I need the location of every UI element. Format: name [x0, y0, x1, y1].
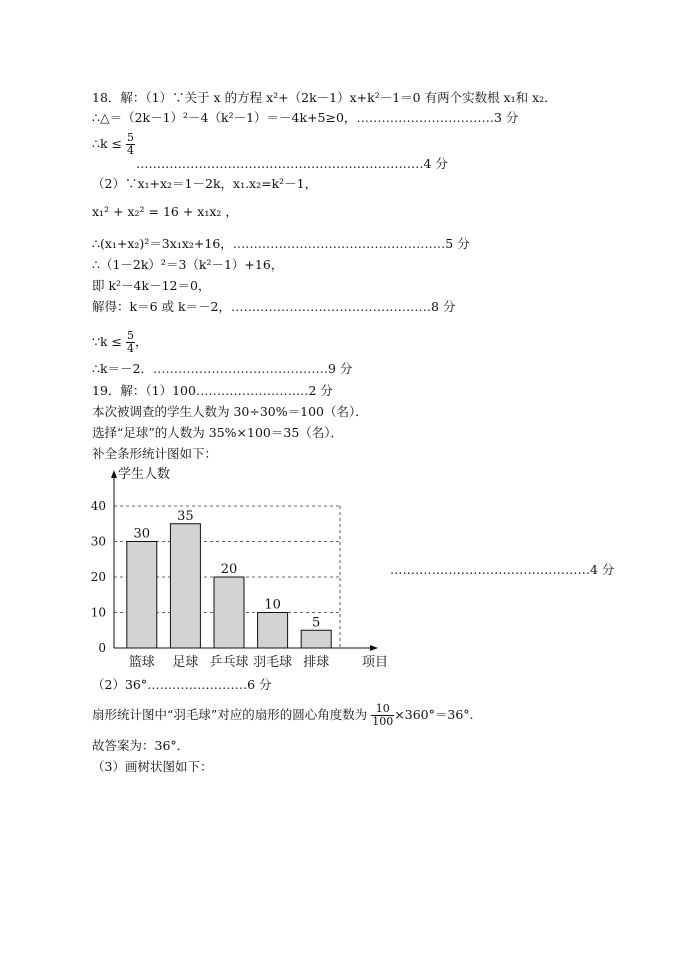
- x-category-label: 羽毛球: [253, 655, 293, 670]
- q19-line3: 选择“足球”的人数为 35%×100＝35（名）．: [92, 425, 344, 440]
- q19-line2: 本次被调查的学生人数为 30÷30%＝100（名）．: [92, 404, 368, 419]
- q18-line5: x₁² + x₂² = 16 + x₁x₂ ，: [92, 204, 238, 219]
- q19-chart-dots: …………………………………………: [390, 562, 590, 577]
- q18-line10-prefix: ∵k ≤: [92, 334, 122, 349]
- y-axis-arrow: [111, 470, 117, 478]
- fraction-denominator: 4: [126, 342, 134, 355]
- q18-line3-dots: ……………………………………………………………: [136, 156, 424, 171]
- bar: [127, 542, 157, 649]
- y-axis-label: 学生人数: [118, 467, 171, 482]
- q18-line2-score: 3 分: [493, 110, 519, 125]
- fraction-numerator: 10: [371, 703, 394, 716]
- q18-line2-text: ∴△＝（2k－1）²－4（k²－1）＝－4k+5≥0，: [92, 110, 357, 125]
- fraction-numerator: 5: [126, 329, 134, 342]
- q18-line3-fraction: [126, 132, 135, 157]
- bar-value-label: 20: [220, 562, 238, 577]
- q18-line6-dots: ……………………………………………: [232, 236, 446, 251]
- q19-line5-dots: ……………………: [147, 677, 248, 692]
- q18-line9-text: 解得：k＝6 或 k＝－2，: [92, 299, 232, 314]
- q18-line3-prefix: ∴k ≤: [92, 136, 122, 151]
- q18-line10: [92, 330, 147, 355]
- q18-line2-dots: ……………………………: [356, 110, 494, 125]
- q19-line5-score: 6 分: [247, 677, 272, 692]
- y-tick-label: 20: [90, 570, 106, 584]
- x-axis-label: 项目: [362, 655, 388, 670]
- y-tick-label: 10: [90, 605, 106, 620]
- bar-value-label: 5: [312, 615, 321, 631]
- q18-line10-fraction: [126, 330, 135, 355]
- x-category-label: 乒乓球: [209, 655, 249, 670]
- bar: [301, 630, 331, 648]
- q19-line6-fraction: [371, 703, 394, 728]
- q19-line1-text: 19．解：（1）100: [92, 383, 196, 398]
- q19-line5: [92, 677, 272, 693]
- fraction-denominator: 100: [372, 715, 394, 728]
- q19-chart-score: 4 分: [590, 562, 615, 577]
- q18-line8: 即 k²－4k－12＝0，: [92, 278, 211, 293]
- q19-line7: 故答案为：36°．: [92, 738, 190, 753]
- q18-line6-score: 5 分: [445, 236, 470, 251]
- q18-line9-dots: …………………………………………: [231, 299, 432, 314]
- q18-line2: [92, 110, 518, 126]
- bar-value-label: 35: [177, 508, 194, 524]
- bar: [214, 577, 244, 648]
- q18-line1: 18．解：（1）∵关于 x 的方程 x²+（2k－1）x+k²－1＝0 有两个实数根 x₁和 x₂．: [92, 90, 557, 105]
- fraction-numerator: 5: [126, 131, 134, 144]
- q19-line1-score: 2 分: [308, 383, 333, 398]
- q18-line6-text: ∴(x₁+x₂)²＝3x₁x₂+16，: [92, 236, 233, 251]
- q18-line10-suffix: ，: [134, 334, 148, 349]
- bar-value-label: 30: [133, 526, 151, 542]
- y-tick-label: 40: [90, 499, 106, 513]
- bar-value-label: 10: [264, 597, 281, 613]
- q19-chart-score-line: [390, 562, 614, 578]
- q18-line9-score: 8 分: [431, 299, 456, 314]
- x-category-label: 排球: [303, 655, 330, 670]
- q18-line3-score-line: [136, 156, 448, 172]
- q19-line8: （3）画树状图如下：: [92, 759, 213, 774]
- q19-line4: 补全条形统计图如下：: [92, 446, 218, 461]
- q18-line3-score: 4 分: [423, 156, 448, 171]
- q18-line4: （2）∵x₁+x₂＝1－2k，x₁.x₂=k²－1，: [92, 176, 318, 191]
- q18-line9: [92, 299, 455, 315]
- q18-line11: [92, 361, 352, 377]
- x-category-label: 篮球: [128, 655, 155, 670]
- bar: [170, 524, 200, 648]
- fraction-denominator: 4: [126, 144, 134, 157]
- y-tick-label: 30: [90, 534, 106, 549]
- q19-line1-dots: ………………………: [195, 383, 309, 398]
- x-category-label: 足球: [172, 655, 199, 670]
- y-tick-label: 0: [98, 641, 106, 655]
- q18-line11-text: ∴k＝－2．: [92, 361, 153, 376]
- x-axis-arrow: [370, 645, 378, 651]
- q19-line6-suffix: ×360°＝36°.: [394, 707, 474, 722]
- q19-line6-prefix: 扇形统计图中“羽毛球”对应的扇形的圆心角度数为: [92, 707, 368, 722]
- q18-line11-dots: ……………………………………: [152, 361, 328, 376]
- bar-chart: [88, 462, 388, 672]
- q18-line6: [92, 236, 470, 252]
- q18-line3: [92, 132, 135, 157]
- q19-line5-text: （2）36°: [92, 677, 148, 692]
- q18-line7: ∴（1－2k）²＝3（k²－1）+16，: [92, 257, 284, 272]
- q18-line11-score: 9 分: [327, 361, 353, 376]
- q19-line1: [92, 383, 333, 399]
- q19-line6: [92, 703, 474, 728]
- bar: [258, 613, 288, 649]
